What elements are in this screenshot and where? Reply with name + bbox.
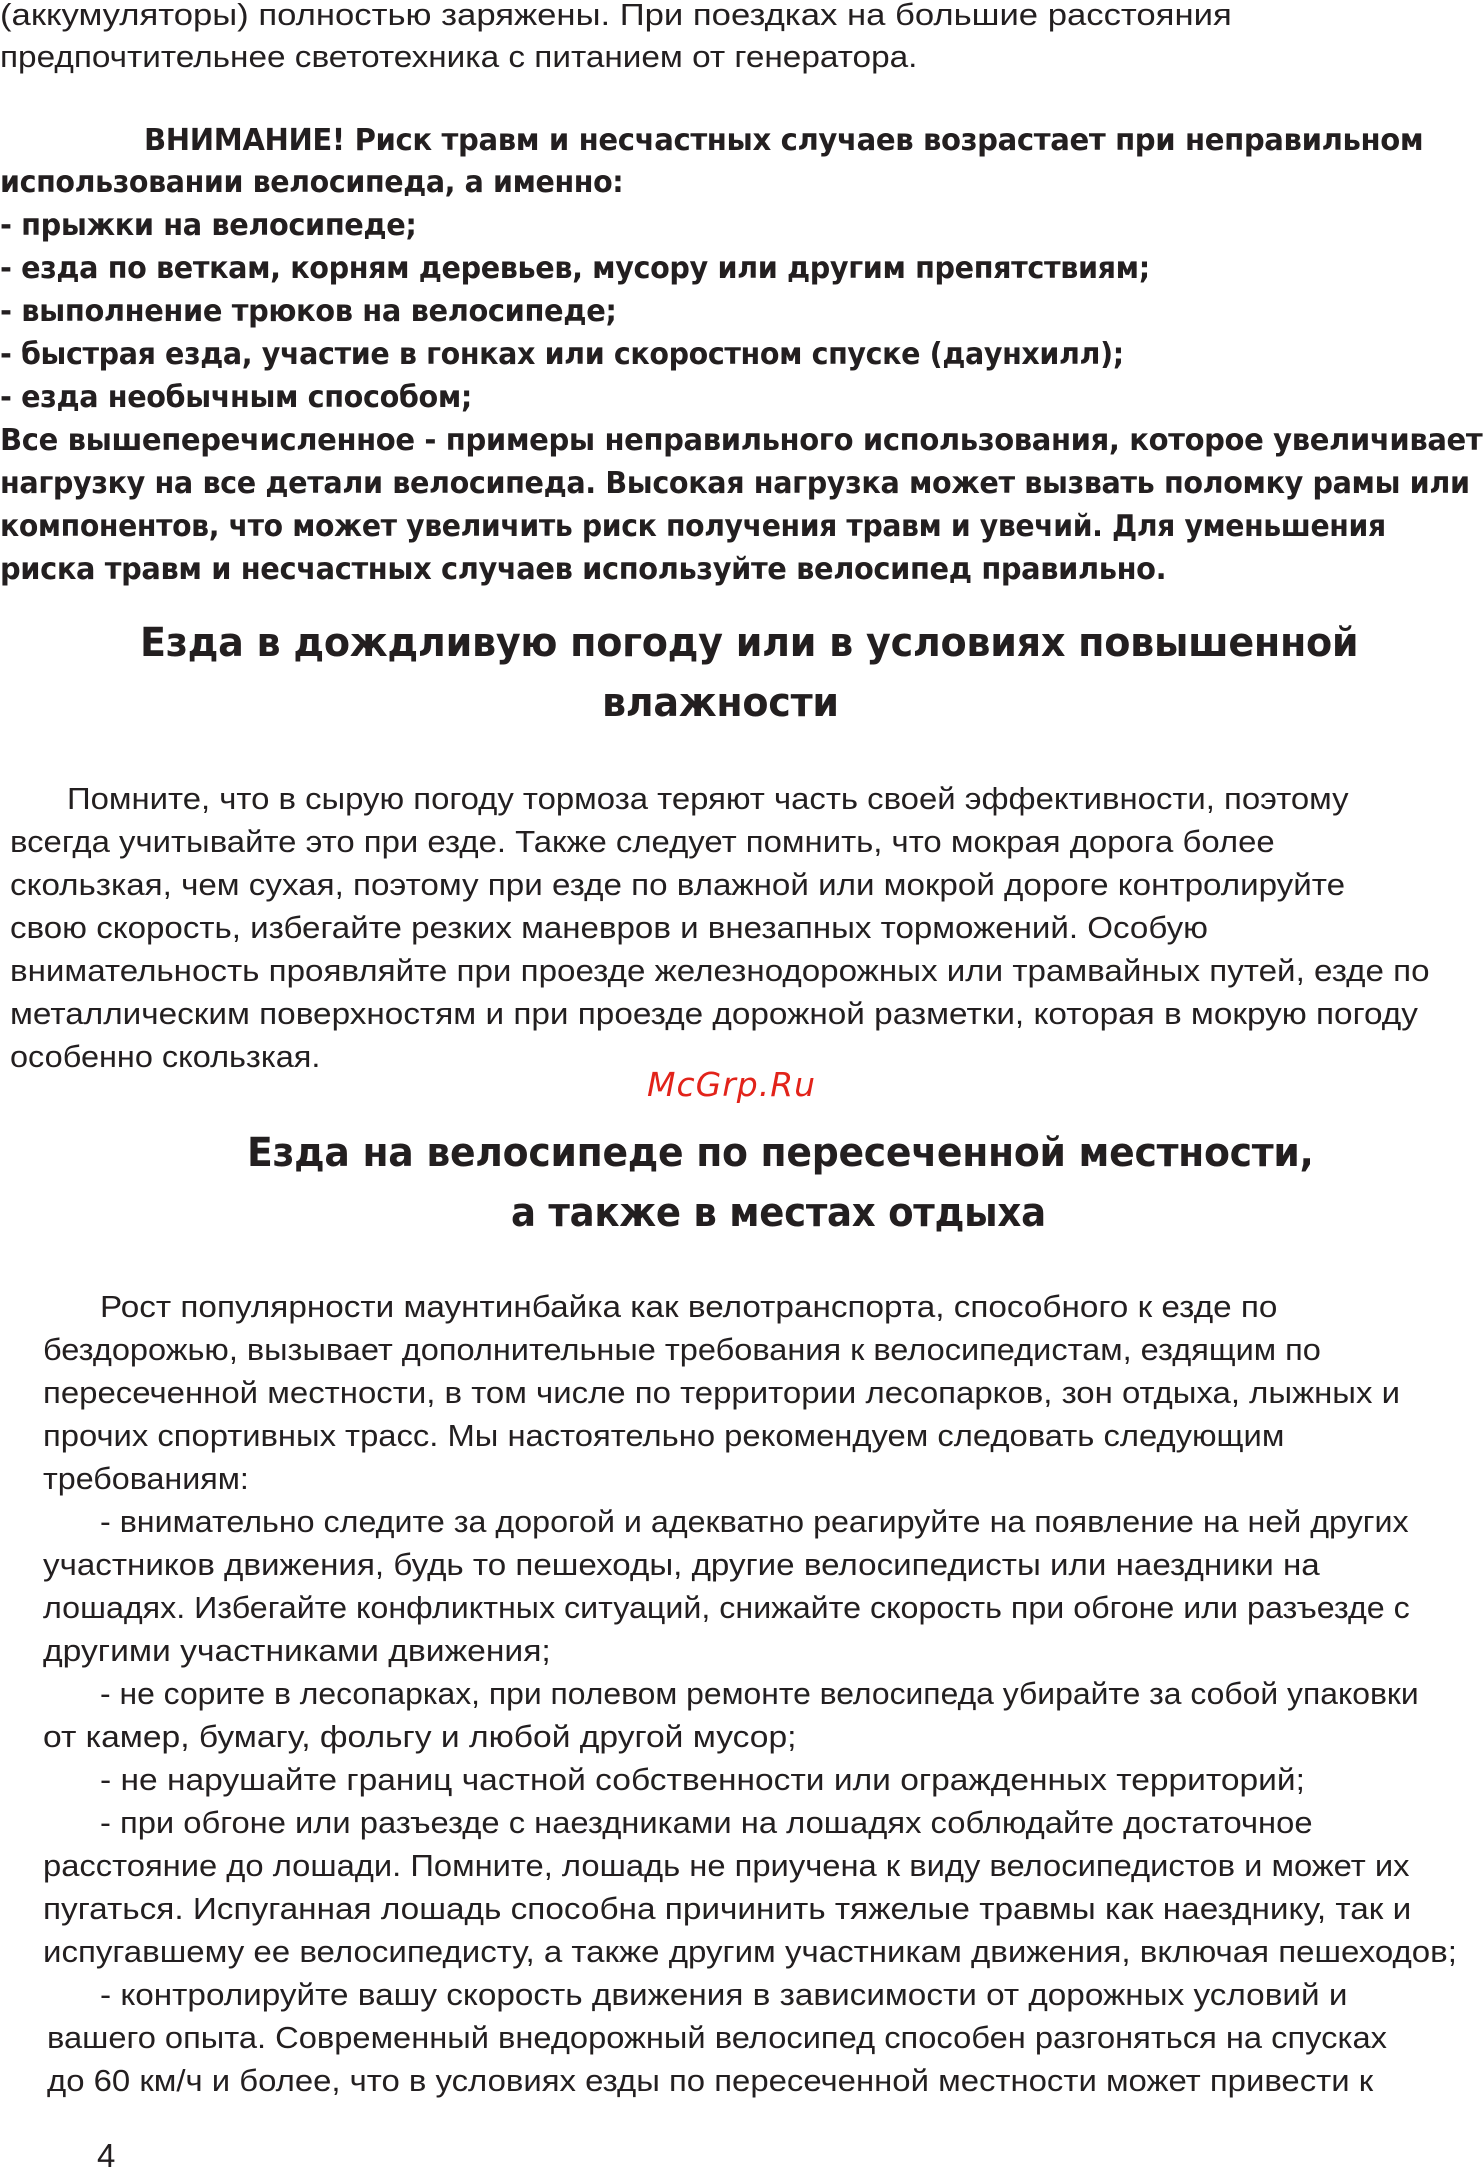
list-item-line: - контролируйте вашу скорость движения в зависимости от дорожных условий и — [100, 1977, 1348, 2012]
list-item-line: участников движения, будь то пешеходы, другие велосипедисты или наездники на — [43, 1547, 1320, 1582]
warning-line: риска травм и несчастных случаев используйте велосипед правильно. — [0, 552, 1167, 587]
section-title: Езда в дождливую погоду или в условиях повышенной — [140, 620, 1359, 666]
warning-line: ВНИМАНИЕ! Риск травм и несчастных случаев возрастает при неправильном — [144, 123, 1424, 158]
list-item-line: - внимательно следите за дорогой и адекватно реагируйте на появление на ней других — [100, 1504, 1409, 1539]
list-item-line: - при обгоне или разъезде с наездниками на лошадях соблюдайте достаточное — [100, 1805, 1313, 1840]
intro-line: (аккумуляторы) полностью заряжены. При поездках на большие расстояния — [0, 0, 1232, 32]
section-title: Езда на велосипеде по пересеченной местности, — [247, 1130, 1314, 1176]
paragraph-line: пересеченной местности, в том числе по территории лесопарков, зон отдыха, лыжных и — [43, 1375, 1401, 1410]
intro-line: предпочтительнее светотехника с питанием от генератора. — [0, 39, 918, 74]
paragraph-line: свою скорость, избегайте резких маневров и внезапных торможений. Особую — [10, 910, 1208, 945]
page-number: 4 — [97, 2137, 116, 2174]
warning-line: - выполнение трюков на велосипеде; — [0, 294, 617, 329]
warning-line: использовании велосипеда, а именно: — [0, 165, 624, 200]
warning-line: - езда по веткам, корням деревьев, мусору или другим препятствиям; — [0, 251, 1150, 286]
list-item-line: другими участниками движения; — [43, 1633, 551, 1668]
paragraph-line: всегда учитывайте это при езде. Также следует помнить, что мокрая дорога более — [10, 824, 1275, 859]
section-title: а также в местах отдыха — [511, 1190, 1046, 1236]
warning-line: - быстрая езда, участие в гонках или скоростном спуске (даунхилл); — [0, 337, 1124, 372]
paragraph-line: Помните, что в сырую погоду тормоза теряют часть своей эффективности, поэтому — [67, 781, 1349, 816]
paragraph-line: требованиям: — [43, 1461, 249, 1496]
paragraph-line: бездорожью, вызывает дополнительные требования к велосипедистам, ездящим по — [43, 1332, 1321, 1367]
list-item-line: вашего опыта. Современный внедорожный велосипед способен разгоняться на спусках — [47, 2020, 1387, 2055]
list-item-line: испугавшему ее велосипедисту, а также другим участникам движения, включая пешеходов; — [43, 1934, 1457, 1969]
paragraph-line: особенно скользкая. — [10, 1039, 321, 1074]
warning-line: Все вышеперечисленное - примеры неправильного использования, которое увеличивает — [0, 423, 1483, 458]
list-item-line: расстояние до лошади. Помните, лошадь не приучена к виду велосипедистов и может их — [43, 1848, 1410, 1883]
section-title: влажности — [602, 680, 839, 726]
warning-line: компонентов, что может увеличить риск получения травм и увечий. Для уменьшения — [0, 509, 1386, 544]
warning-line: - езда необычным способом; — [0, 380, 472, 415]
list-item-line: - не сорите в лесопарках, при полевом ремонте велосипеда убирайте за собой упаковки — [100, 1676, 1419, 1711]
list-item-line: до 60 км/ч и более, что в условиях езды по пересеченной местности может привести к — [47, 2063, 1374, 2098]
paragraph-line: скользкая, чем сухая, поэтому при езде по влажной или мокрой дороге контролируйте — [10, 867, 1346, 902]
warning-line: - прыжки на велосипеде; — [0, 208, 417, 243]
paragraph-line: металлическим поверхностям и при проезде дорожной разметки, которая в мокрую погоду — [10, 996, 1418, 1031]
list-item-line: пугаться. Испуганная лошадь способна причинить тяжелые травмы как наезднику, так и — [43, 1891, 1412, 1926]
list-item-line: от камер, бумагу, фольгу и любой другой мусор; — [43, 1719, 797, 1754]
paragraph-line: внимательность проявляйте при проезде железнодорожных или трамвайных путей, езде по — [10, 953, 1430, 988]
paragraph-line: прочих спортивных трасс. Мы настоятельно рекомендуем следовать следующим — [43, 1418, 1285, 1453]
list-item-line: лошадях. Избегайте конфликтных ситуаций, снижайте скорость при обгоне или разъезде с — [43, 1590, 1410, 1625]
watermark-text: McGrp.Ru — [647, 1065, 817, 1104]
paragraph-line: Рост популярности маунтинбайка как велотранспорта, способного к езде по — [100, 1289, 1278, 1324]
list-item-line: - не нарушайте границ частной собственности или огражденных территорий; — [100, 1762, 1305, 1797]
warning-line: нагрузку на все детали велосипеда. Высокая нагрузка может вызвать поломку рамы или — [0, 466, 1470, 501]
